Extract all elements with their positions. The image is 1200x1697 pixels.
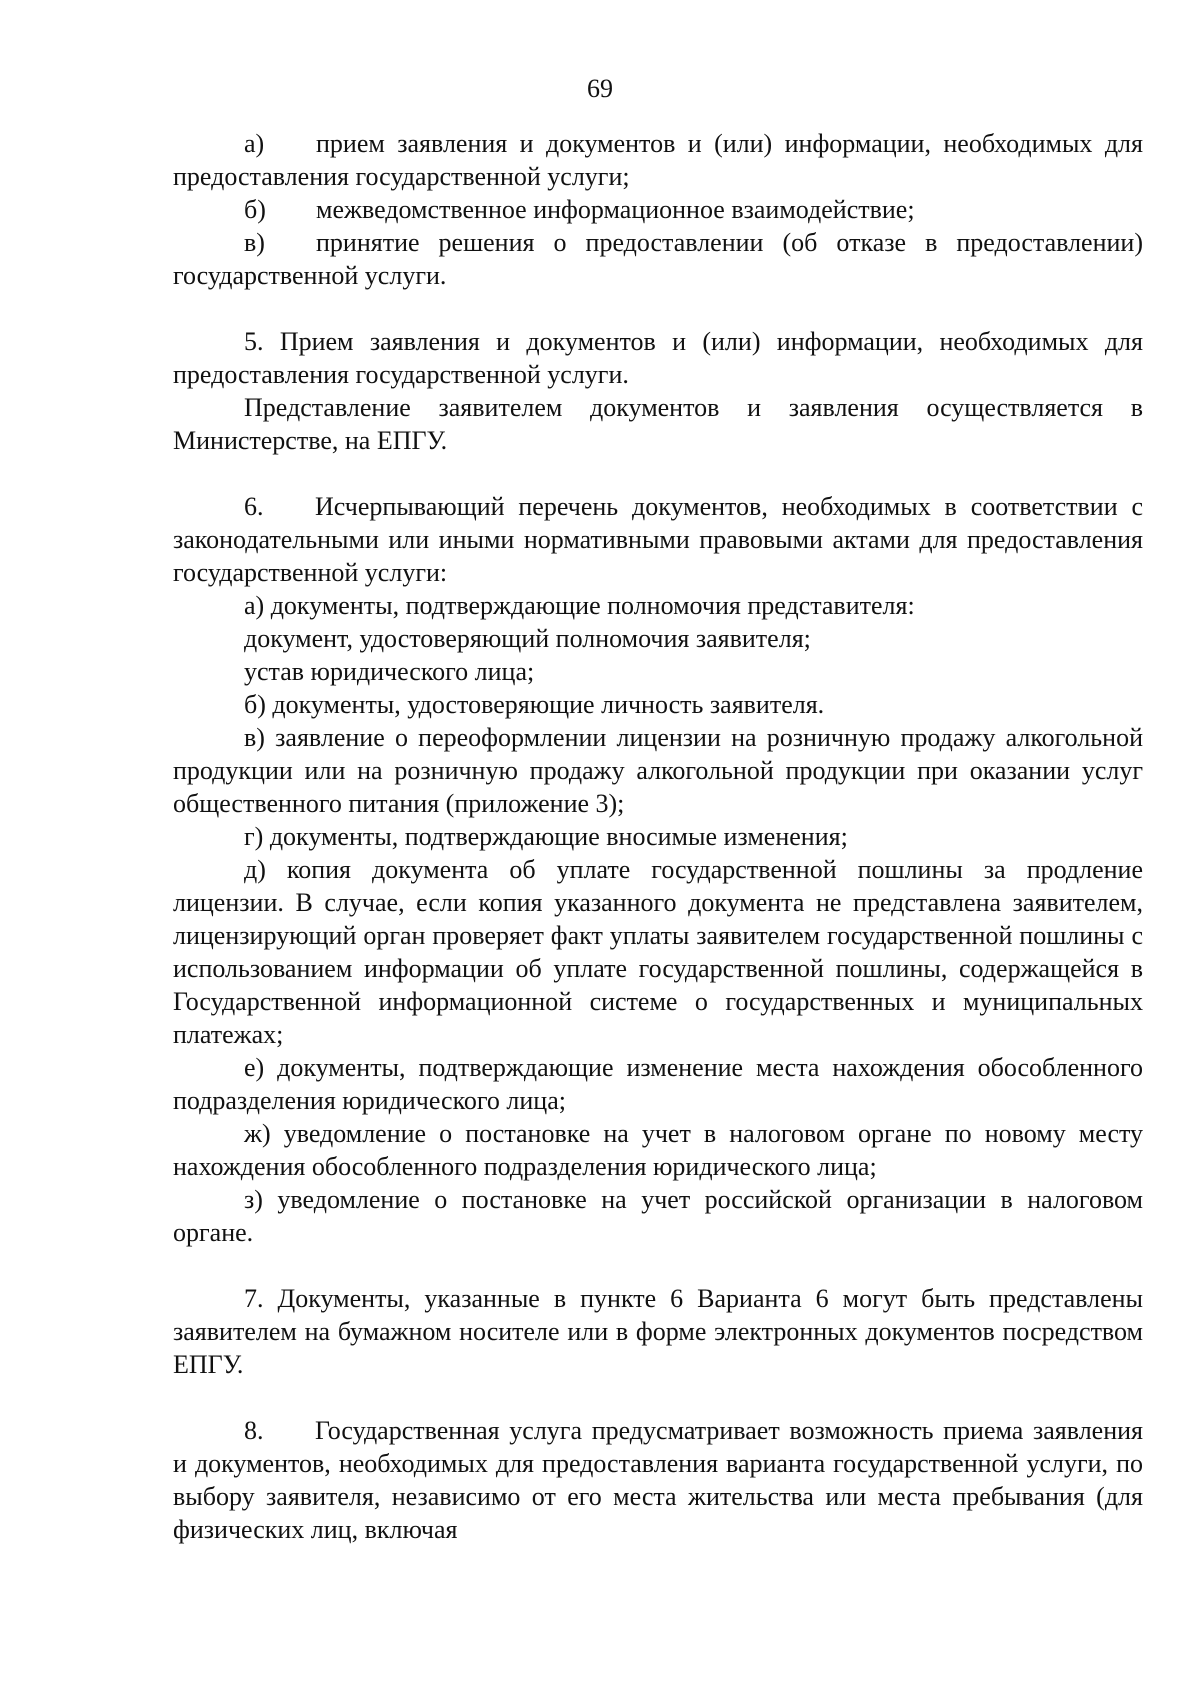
item-text: прием заявления и документов и (или) информации, необходимых для предоставления государственной услуги; <box>173 129 1143 191</box>
section-5-heading: 5. Прием заявления и документов и (или) информации, необходимых для предоставления государственной услуги. <box>173 327 1143 389</box>
section-6-item-z: з) уведомление о постановке на учет российской организации в налоговом органе. <box>173 1185 1143 1247</box>
section-text: Государственная услуга предусматривает возможность приема заявления и документов, необходимых для предоставления варианта государственной услуги, по выбору заявителя, независимо от его места жительства или места пребывания (для физических лиц, включая <box>173 1416 1143 1544</box>
section-6-item-a-sub2: устав юридического лица; <box>244 657 535 686</box>
list-item-a <box>173 127 1143 193</box>
section-6-heading <box>173 490 1143 589</box>
section-5-paragraph: Представление заявителем документов и заявления осуществляется в Министерстве, на ЕПГУ. <box>173 393 1143 455</box>
item-text: принятие решения о предоставлении (об отказе в предоставлении) государственной услуги. <box>173 228 1143 290</box>
section-number: 6. <box>244 492 264 521</box>
section-6-item-d: д) копия документа об уплате государственной пошлины за продление лицензии. В случае, если копия указанного документа не представлена заявителем, лицензирующий орган проверяет факт уплаты заявителем государственной пошлины с использованием информации об уплате государственной пошлины, содержащейся в Государственной информационной системе о государственных и муниципальных платежах; <box>173 855 1143 1049</box>
item-text: межведомственное информационное взаимодействие; <box>316 195 915 224</box>
section-8-paragraph <box>173 1414 1143 1546</box>
list-item-v <box>173 226 1143 292</box>
item-marker: а) <box>244 129 265 158</box>
item-marker: б) <box>244 195 266 224</box>
section-6-item-b: б) документы, удостоверяющие личность заявителя. <box>244 690 825 719</box>
section-6-item-v: в) заявление о переоформлении лицензии на розничную продажу алкогольной продукции или на розничную продажу алкогольной продукции при оказании услуг общественного питания (приложение 3); <box>173 723 1143 818</box>
section-6-item-a: а) документы, подтверждающие полномочия представителя: <box>244 591 915 620</box>
section-text: Исчерпывающий перечень документов, необходимых в соответствии с законодательными или иными нормативными правовыми актами для предоставления государственной услуги: <box>173 492 1143 587</box>
page-number: 69 <box>587 74 613 103</box>
list-item-b <box>173 193 1143 226</box>
item-marker: в) <box>244 228 265 257</box>
section-number: 8. <box>244 1416 264 1445</box>
section-7-paragraph: 7. Документы, указанные в пункте 6 Варианта 6 могут быть представлены заявителем на бумажном носителе или в форме электронных документов посредством ЕПГУ. <box>173 1284 1143 1379</box>
section-6-item-g: г) документы, подтверждающие вносимые изменения; <box>244 822 848 851</box>
section-6-item-a-sub1: документ, удостоверяющий полномочия заявителя; <box>244 624 811 653</box>
section-6-item-e: е) документы, подтверждающие изменение места нахождения обособленного подразделения юридического лица; <box>173 1053 1143 1115</box>
section-6-item-zh: ж) уведомление о постановке на учет в налоговом органе по новому месту нахождения обособленного подразделения юридического лица; <box>173 1119 1143 1181</box>
document-body <box>173 127 1143 1546</box>
